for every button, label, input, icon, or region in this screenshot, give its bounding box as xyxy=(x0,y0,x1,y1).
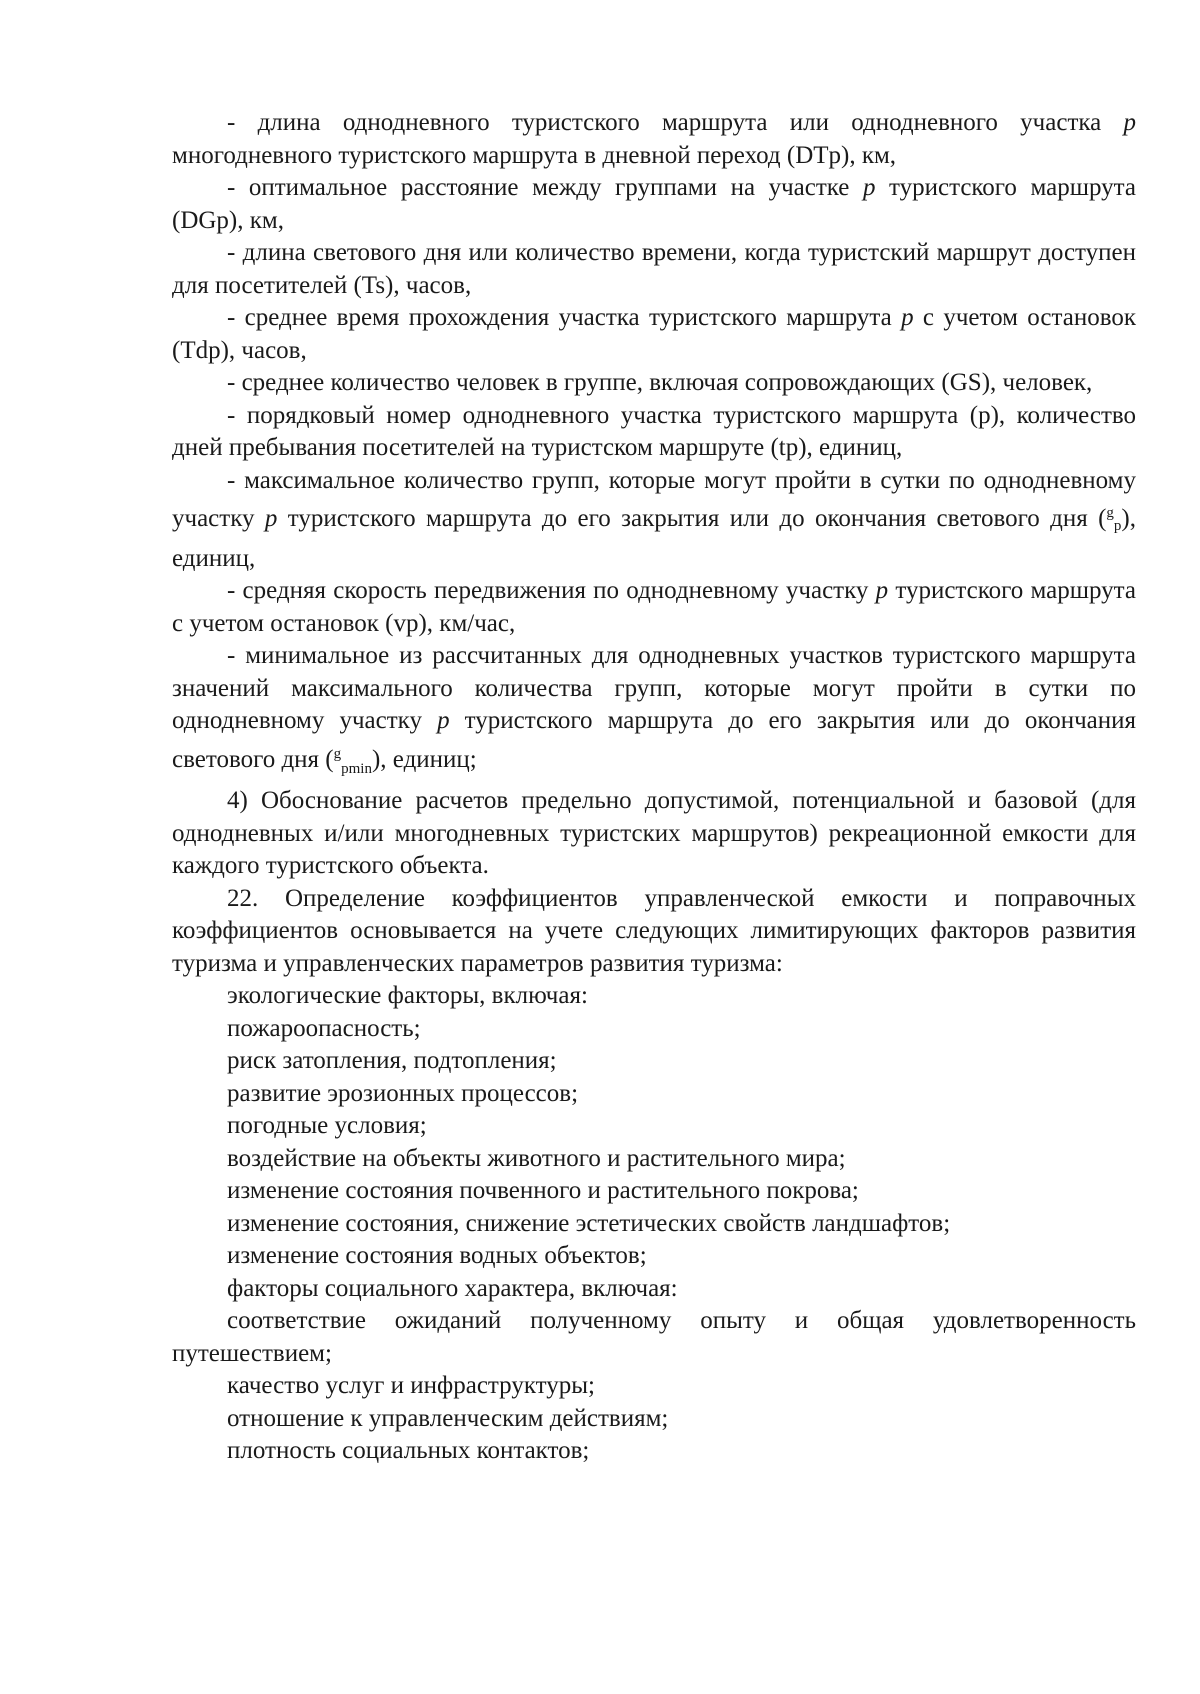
param-item: - оптимальное расстояние между группами на участке p туристского маршрута (DGp), км, xyxy=(172,174,1136,234)
param-item: - максимальное количество групп, которые могут пройти в сутки по однодневному участку p туристского маршрута до его закрытия или до окончания светового дня ($^g_p$), единиц, xyxy=(172,466,1136,572)
factor-item: изменение состояния водных объектов; xyxy=(227,1242,647,1269)
factor-item: пожароопасность; xyxy=(227,1014,421,1042)
param-item: - порядковый номер однодневного участка туристского маршрута (p), количество дней пребывания посетителей на туристском маршруте (tp), единиц, xyxy=(172,401,1136,461)
factor-item: экологические факторы, включая: xyxy=(227,982,588,1009)
param-item: - средняя скорость передвижения по однодневному участку p туристского маршрута с учетом остановок (vp), км/час, xyxy=(172,577,1136,637)
factor-item: изменение состояния почвенного и растительного покрова; xyxy=(227,1177,859,1204)
factor-item: качество услуг и инфраструктуры; xyxy=(227,1372,595,1399)
factor-item: риск затопления, подтопления; xyxy=(227,1047,557,1074)
factor-item: факторы социального характера, включая: xyxy=(227,1274,678,1302)
point-4: 4) Обоснование расчетов предельно допустимой, потенциальной и базовой (для однодневных и/или многодневных туристских маршрутов) рекреационной емкости для каждого туристского объекта. xyxy=(172,787,1136,879)
factor-item: плотность социальных контактов; xyxy=(227,1437,590,1464)
param-item: - минимальное из рассчитанных для однодневных участков туристского маршрута значений максимального количества групп, которые могут пройти в сутки по однодневному участку p туристского маршрута до его закрытия или до окончания светового дня ($^g_{pmin}$), единиц; xyxy=(172,642,1136,777)
factor-item: изменение состояния, снижение эстетических свойств ландшафтов; xyxy=(227,1209,951,1237)
factor-item: отношение к управленческим действиям; xyxy=(227,1404,669,1432)
factor-item: соответствие ожиданий полученному опыту и общая удовлетворенность путешествием; xyxy=(172,1307,1136,1367)
param-item: - длина светового дня или количество времени, когда туристский маршрут доступен для посетителей (Ts), часов, xyxy=(172,239,1136,299)
param-item: - среднее время прохождения участка туристского маршрута p с учетом остановок (Tdp), часов, xyxy=(172,304,1136,364)
factor-item: развитие эрозионных процессов; xyxy=(227,1079,579,1107)
factor-item: воздействие на объекты животного и растительного мира; xyxy=(227,1144,846,1172)
factor-item: погодные условия; xyxy=(227,1112,427,1139)
document-body xyxy=(172,107,1136,1468)
point-22: 22. Определение коэффициентов управленческой емкости и поправочных коэффициентов основывается на учете следующих лимитирующих факторов развития туризма и управленческих параметров развития туризма: xyxy=(172,884,1136,977)
param-item: - длина однодневного туристского маршрута или однодневного участка p многодневного туристского маршрута в дневной переход (DTp), км, xyxy=(172,109,1136,169)
param-item: - среднее количество человек в группе, включая сопровождающих (GS), человек, xyxy=(227,369,1093,396)
